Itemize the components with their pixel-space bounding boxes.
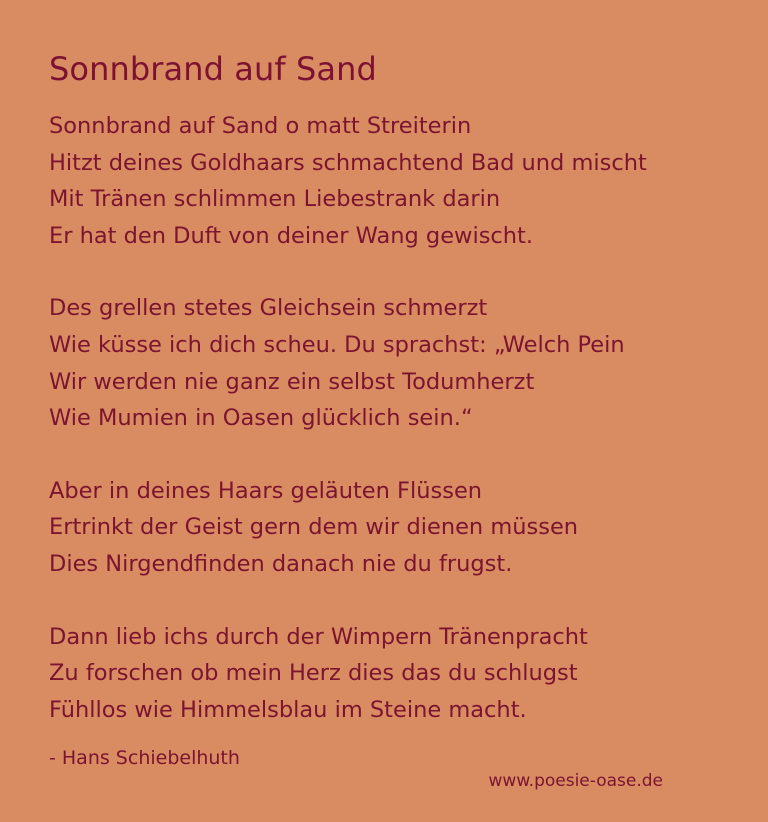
website-watermark: www.poesie-oase.de	[488, 771, 663, 791]
poem-line: Dies Nirgendfinden danach nie du frugst.	[49, 550, 513, 577]
poem-line: Hitzt deines Goldhaars schmachtend Bad und mischt	[49, 149, 647, 176]
stanza-1	[49, 108, 749, 254]
poem-author: - Hans Schiebelhuth	[49, 747, 240, 769]
poem-line: Wir werden nie ganz ein selbst Todumherzt	[49, 368, 535, 395]
poem-body	[49, 108, 749, 764]
poem-title: Sonnbrand auf Sand	[49, 50, 377, 88]
poem-line: Zu forschen ob mein Herz dies das du schlugst	[49, 660, 578, 687]
poem-line: Aber in deines Haars geläuten Flüssen	[49, 477, 483, 504]
stanza-3	[49, 473, 749, 583]
poem-line: Er hat den Duft von deiner Wang gewischt.	[49, 222, 534, 249]
poem-line: Des grellen stetes Gleichsein schmerzt	[49, 295, 488, 322]
poem-line: Fühllos wie Himmelsblau im Steine macht.	[49, 696, 527, 723]
poem-line: Sonnbrand auf Sand o matt Streiterin	[49, 113, 472, 139]
poem-line: Wie Mumien in Oasen glücklich sein.“	[49, 405, 473, 432]
stanza-4	[49, 619, 749, 729]
poem-line: Mit Tränen schlimmen Liebestrank darin	[49, 186, 501, 213]
poem-line: Wie küsse ich dich scheu. Du sprachst: „Welch Pein	[49, 331, 625, 358]
stanza-2	[49, 290, 749, 436]
poem-line: Dann lieb ichs durch der Wimpern Tränenpracht	[49, 623, 588, 650]
poem-line: Ertrinkt der Geist gern dem wir dienen müssen	[49, 514, 579, 541]
